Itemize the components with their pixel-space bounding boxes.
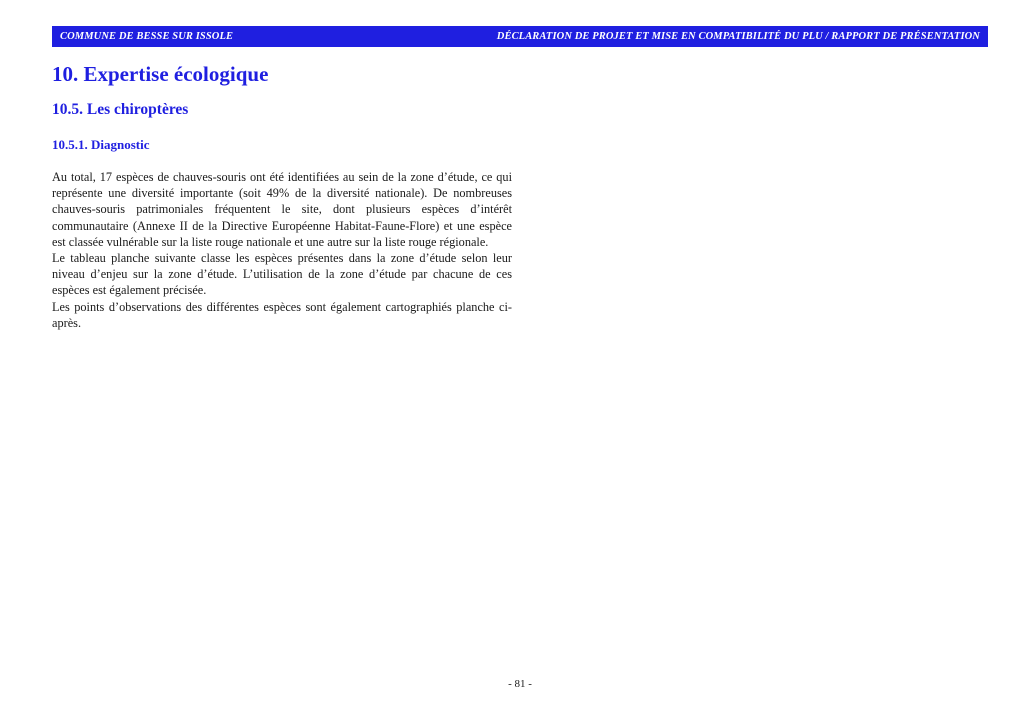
body-text [52,169,512,331]
header-right-title: DÉCLARATION DE PROJET ET MISE EN COMPATIBILITÉ DU PLU / RAPPORT DE PRÉSENTATION [496,31,980,42]
header-left-title: COMMUNE DE BESSE SUR ISSOLE [60,31,234,42]
paragraph-table-description: Le tableau planche suivante classe les espèces présentes dans la zone d’étude selon leur niveau d’enjeu sur la zone d’étude. L’utilisation de la zone d’étude par chacune de ces espèces est également précisée. [52,251,512,298]
subsubsection-heading: 10.5.1. Diagnostic [52,137,150,152]
section-heading: 10. Expertise écologique [52,62,269,86]
paragraph-species-count: Au total, 17 espèces de chauves-souris ont été identifiées au sein de la zone d’étude, ce qui représente une diversité importante (soit 49% de la diversité nationale). De nombreuses chauves-souris patrimoniales fréquentent le site, dont plusieurs espèces d’intérêt communautaire (Annexe II de la Directive Européenne Habitat-Faune-Flore) et une espèce est classée vulnérable sur la liste rouge nationale et une autre sur la liste rouge régionale. [52,170,512,249]
header-band [52,26,988,47]
subsection-heading: 10.5. Les chiroptères [52,101,189,118]
page-number: - 81 - [508,678,532,690]
paragraph-map-reference: Les points d’observations des différentes espèces sont également cartographiés planche ci-après. [52,299,512,330]
